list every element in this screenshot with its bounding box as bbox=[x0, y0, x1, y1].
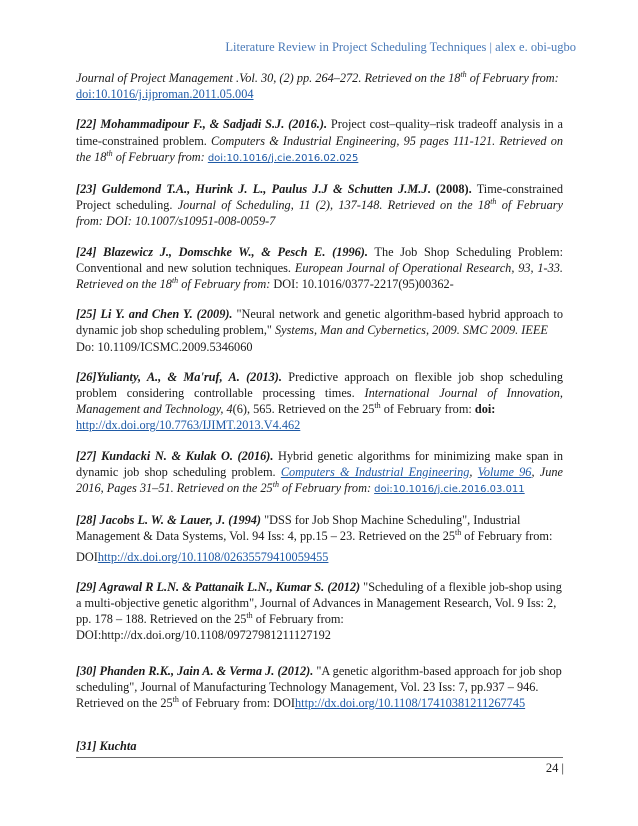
ref-authors: [22] Mohammadipour F., & Sadjadi S.J. (2016.). bbox=[76, 117, 328, 132]
reference-28 bbox=[76, 512, 563, 565]
ref-doi: Do: 10.1109/ICSMC.2009.5346060 bbox=[76, 339, 253, 354]
ref-journal: Systems, Man and Cybernetics, 2009. SMC 2009. IEEE bbox=[275, 323, 548, 338]
reference-24 bbox=[76, 244, 563, 293]
ref-authors: [26]Yulianty, A., & Ma'ruf, A. (2013). bbox=[76, 369, 282, 384]
ref-doi-link[interactable]: http://dx.doi.org/10.7763/IJIMT.2013.V4.462 bbox=[76, 418, 301, 433]
ref-title: Project cost–quality–risk tradeoff analysis in a time-constrained problem. bbox=[76, 117, 563, 148]
ref-journal: European Journal of Operational Research, 93, 1-33. Retrieved on the 18 bbox=[76, 260, 563, 292]
ref-sup: th bbox=[490, 197, 497, 207]
footer-divider bbox=[76, 757, 563, 758]
ref-retrieved: of February from: bbox=[112, 149, 208, 164]
ref-journal: International Journal of Innovation, Management and Technology, 4 bbox=[76, 386, 563, 417]
ref-retrieved: of February from: bbox=[380, 402, 475, 417]
ref-retrieved: of February from: bbox=[461, 529, 553, 544]
ref-year: (2012) bbox=[324, 579, 361, 594]
ref-year: . (2008). bbox=[427, 182, 472, 197]
ref-authors: [31] Kuchta bbox=[76, 739, 137, 754]
ref-doi-link[interactable]: http://dx.doi.org/10.1108/17410381211267745 bbox=[295, 696, 526, 711]
ref-doi-label: doi: bbox=[474, 402, 496, 417]
ref-sup: th bbox=[272, 479, 279, 489]
ref-title: Predictive approach on flexible job shop scheduling problem considering controllable processing times. bbox=[76, 369, 563, 401]
ref-sup: th bbox=[455, 528, 462, 538]
page-number: 24 | bbox=[545, 761, 564, 775]
ref-retrieved: of February from: bbox=[466, 71, 559, 85]
reference-27 bbox=[76, 448, 563, 499]
ref-doi-link[interactable]: http://dx.doi.org/10.1108/02635579410059455 bbox=[97, 549, 329, 564]
reference-26 bbox=[76, 369, 563, 434]
ref-retrieved: of February from: bbox=[178, 696, 274, 711]
ref-authors: [27] Kundacki N. & Kulak O. (2016). bbox=[76, 448, 274, 463]
ref-title: "Neural network and genetic algorithm-based hybrid approach to dynamic job shop scheduling problem," bbox=[76, 307, 564, 338]
ref-title: "Scheduling of a flexible job-shop using a multi-objective genetic algorithm", Journal of Advances in Management Research, Vol. 9 Iss: 2, pp. 178 – 188. Retrieved on the 25 bbox=[76, 579, 562, 627]
reference-21-continued bbox=[76, 70, 563, 102]
ref-journal: Journal of Scheduling, 11 (2), 137-148. Retrieved on the 18 bbox=[177, 198, 491, 213]
ref-authors: [23] Guldemond T.A., Hurink J. L., Paulus J.J & Schutten J.M.J bbox=[76, 182, 428, 197]
ref-retrieved: of February from: bbox=[252, 612, 344, 627]
reference-23 bbox=[76, 181, 563, 230]
ref-authors: [30] Phanden R.K., Jain A. & Verma J. (2012). bbox=[76, 663, 314, 678]
reference-list bbox=[76, 70, 563, 755]
ref-retrieved: of February from: DOI: 10.1007/s10951-008-0059-7 bbox=[76, 198, 563, 229]
ref-doi-link[interactable]: doi:10.1016/j.cie.2016.02.025 bbox=[207, 152, 359, 164]
ref-sup: th bbox=[246, 611, 253, 621]
ref-detail: , June 2016, Pages 31–51. Retrieved on the 25 bbox=[76, 464, 563, 496]
ref-authors: [25] Li Y. and Chen Y. (2009). bbox=[76, 307, 233, 322]
ref-sup: th bbox=[374, 401, 381, 411]
ref-title: "A genetic algorithm-based approach for job shop scheduling", Journal of Manufacturing Technology Management, Vol. 23 Iss: 7, pp.937 – 946. Retrieved on the 25 bbox=[76, 663, 562, 711]
ref-doi-link[interactable]: doi:10.1016/j.ijproman.2011.05.004 bbox=[76, 87, 254, 102]
ref-title: Time-constrained Project scheduling. bbox=[76, 182, 563, 213]
ref-doi-label: DOI bbox=[76, 549, 98, 564]
reference-29 bbox=[76, 579, 563, 644]
ref-title: The Job Shop Scheduling Problem: Conventional and new solution techniques. bbox=[76, 244, 563, 275]
ref-year: (1994) bbox=[225, 513, 262, 528]
ref-doi-label: DOI bbox=[273, 696, 295, 711]
ref-sup: th bbox=[460, 69, 467, 79]
ref-journal-link[interactable]: Computers & Industrial Engineering bbox=[280, 464, 470, 479]
running-header: Literature Review in Project Scheduling Techniques | alex e. obi-ugbo bbox=[225, 40, 576, 54]
reference-25 bbox=[76, 306, 563, 355]
ref-volume-link[interactable]: Volume 96 bbox=[477, 464, 532, 479]
ref-doi: DOI: 10.1016/0377-2217(95)00362- bbox=[273, 277, 454, 292]
ref-sup: th bbox=[171, 275, 179, 285]
reference-31 bbox=[76, 738, 563, 754]
ref-journal: Journal of Project Management .Vol. 30, (2) pp. 264–272. Retrieved on the 18 bbox=[76, 71, 461, 85]
ref-title: "DSS for Job Shop Machine Scheduling", Industrial Management & Data Systems, Vol. 94 Iss: 4, pp.15 – 23. Retrieved on the 25 bbox=[76, 513, 521, 544]
ref-retrieved: of February from: bbox=[278, 481, 375, 496]
ref-authors: [29] Agrawal R L.N. & Pattanaik L.N., Kumar S. bbox=[76, 579, 325, 594]
reference-30 bbox=[76, 663, 563, 712]
ref-issue: (6), 565. Retrieved on the 25 bbox=[232, 402, 375, 417]
ref-authors: [28] Jacobs L. W. & Lauer, J. bbox=[76, 513, 226, 528]
ref-retrieved: of February from: bbox=[178, 277, 274, 292]
ref-sup: th bbox=[106, 148, 113, 158]
ref-doi: DOI:http://dx.doi.org/10.1108/09727981211127192 bbox=[76, 628, 331, 643]
ref-sup: th bbox=[172, 695, 179, 704]
ref-title: Hybrid genetic algorithms for minimizing make span in dynamic job shop scheduling problem. bbox=[76, 448, 563, 479]
ref-separator: , bbox=[469, 464, 478, 479]
ref-authors: [24] Blazewicz J., Domschke W., & Pesch E. (1996). bbox=[76, 244, 368, 259]
ref-journal: Computers & Industrial Engineering, 95 pages 111-121. Retrieved on the 18 bbox=[76, 133, 563, 164]
ref-doi-link[interactable]: doi:10.1016/j.cie.2016.03.011 bbox=[374, 484, 525, 496]
reference-22 bbox=[76, 116, 563, 167]
